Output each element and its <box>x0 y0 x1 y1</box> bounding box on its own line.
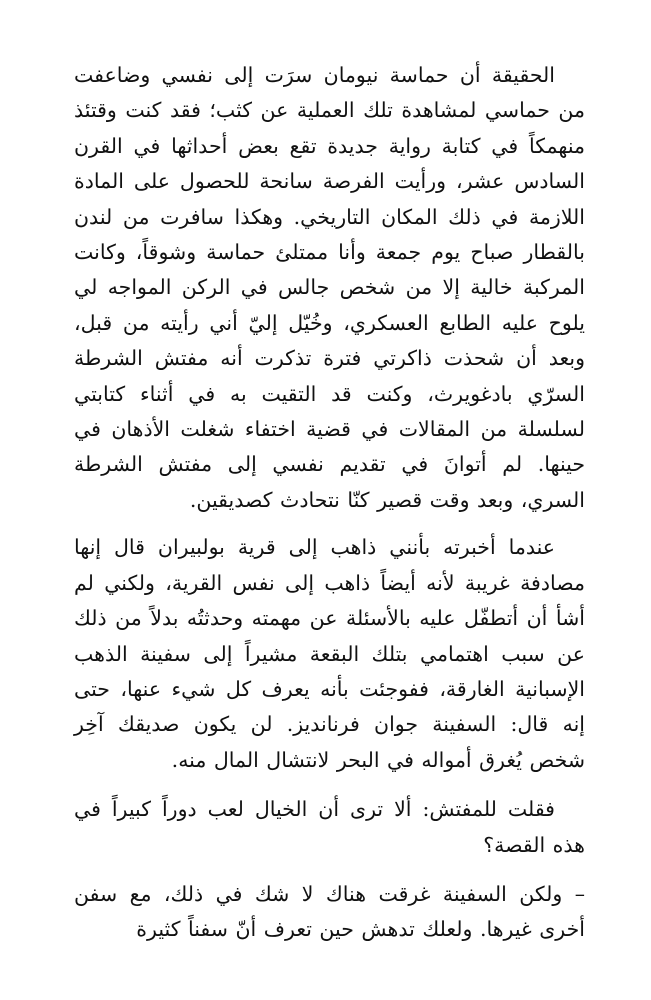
paragraph-2: عندما أخبرته بأنني ذاهب إلى قرية بولبيران قال إنها مصادفة غريبة لأنه أيضاً ذاهب إلى نفس القرية، ولكني لم أشأ أن أتطفّل عليه بالأسئلة عن مهمته وحدثتُه بدلاً من ذلك عن سبب اهتمامي بتلك البقعة مشيراً إلى سفينة الذهب الإسبانية الغارقة، ففوجئت بأنه يعرف كل شيء عنها، حتى إنه قال: السفينة جوان فرنانديز. لن يكون صديقك آخِر شخص يُغرق أمواله في البحر لانتشال المال منه. <box>74 535 585 772</box>
paragraph-1: الحقيقة أن حماسة نيومان سرَت إلى نفسي وضاعفت من حماسي لمشاهدة تلك العملية عن كثب؛ فقد كنت وقتئذ منهمكاً في كتابة رواية جديدة تقع بعض أحداثها في القرن السادس عشر، ورأيت الفرصة سانحة للحصول على المادة اللازمة في ذلك المكان التاريخي. وهكذا سافرت من لندن بالقطار صباح يوم جمعة وأنا ممتلئ حماسة وشوقاً، وكانت المركبة خالية إلا من شخص جالس في الركن المواجه لي يلوح عليه الطابع العسكري، وخُيّل إليّ أني رأيته من قبل، وبعد أن شحذت ذاكرتي فترة تذكرت أنه مفتش الشرطة السرّي بادغويرث، وكنت قد التقيت به في أثناء كتابتي لسلسلة من المقالات في قضية اختفاء شغلت الأذهان في حينها. لم أتوانَ في تقديم نفسي إلى مفتش الشرطة السري، وبعد وقت قصير كنّا نتحادث كصديقين. <box>74 63 585 512</box>
paragraph-4: – ولكن السفينة غرقت هناك لا شك في ذلك، مع سفن أخرى غيرها. ولعلك تدهش حين تعرف أنّ سفناً كثيرة <box>74 881 585 942</box>
paragraph-3: فقلت للمفتش: ألا ترى أن الخيال لعب دوراً كبيراً في هذه القصة؟ <box>74 797 585 857</box>
